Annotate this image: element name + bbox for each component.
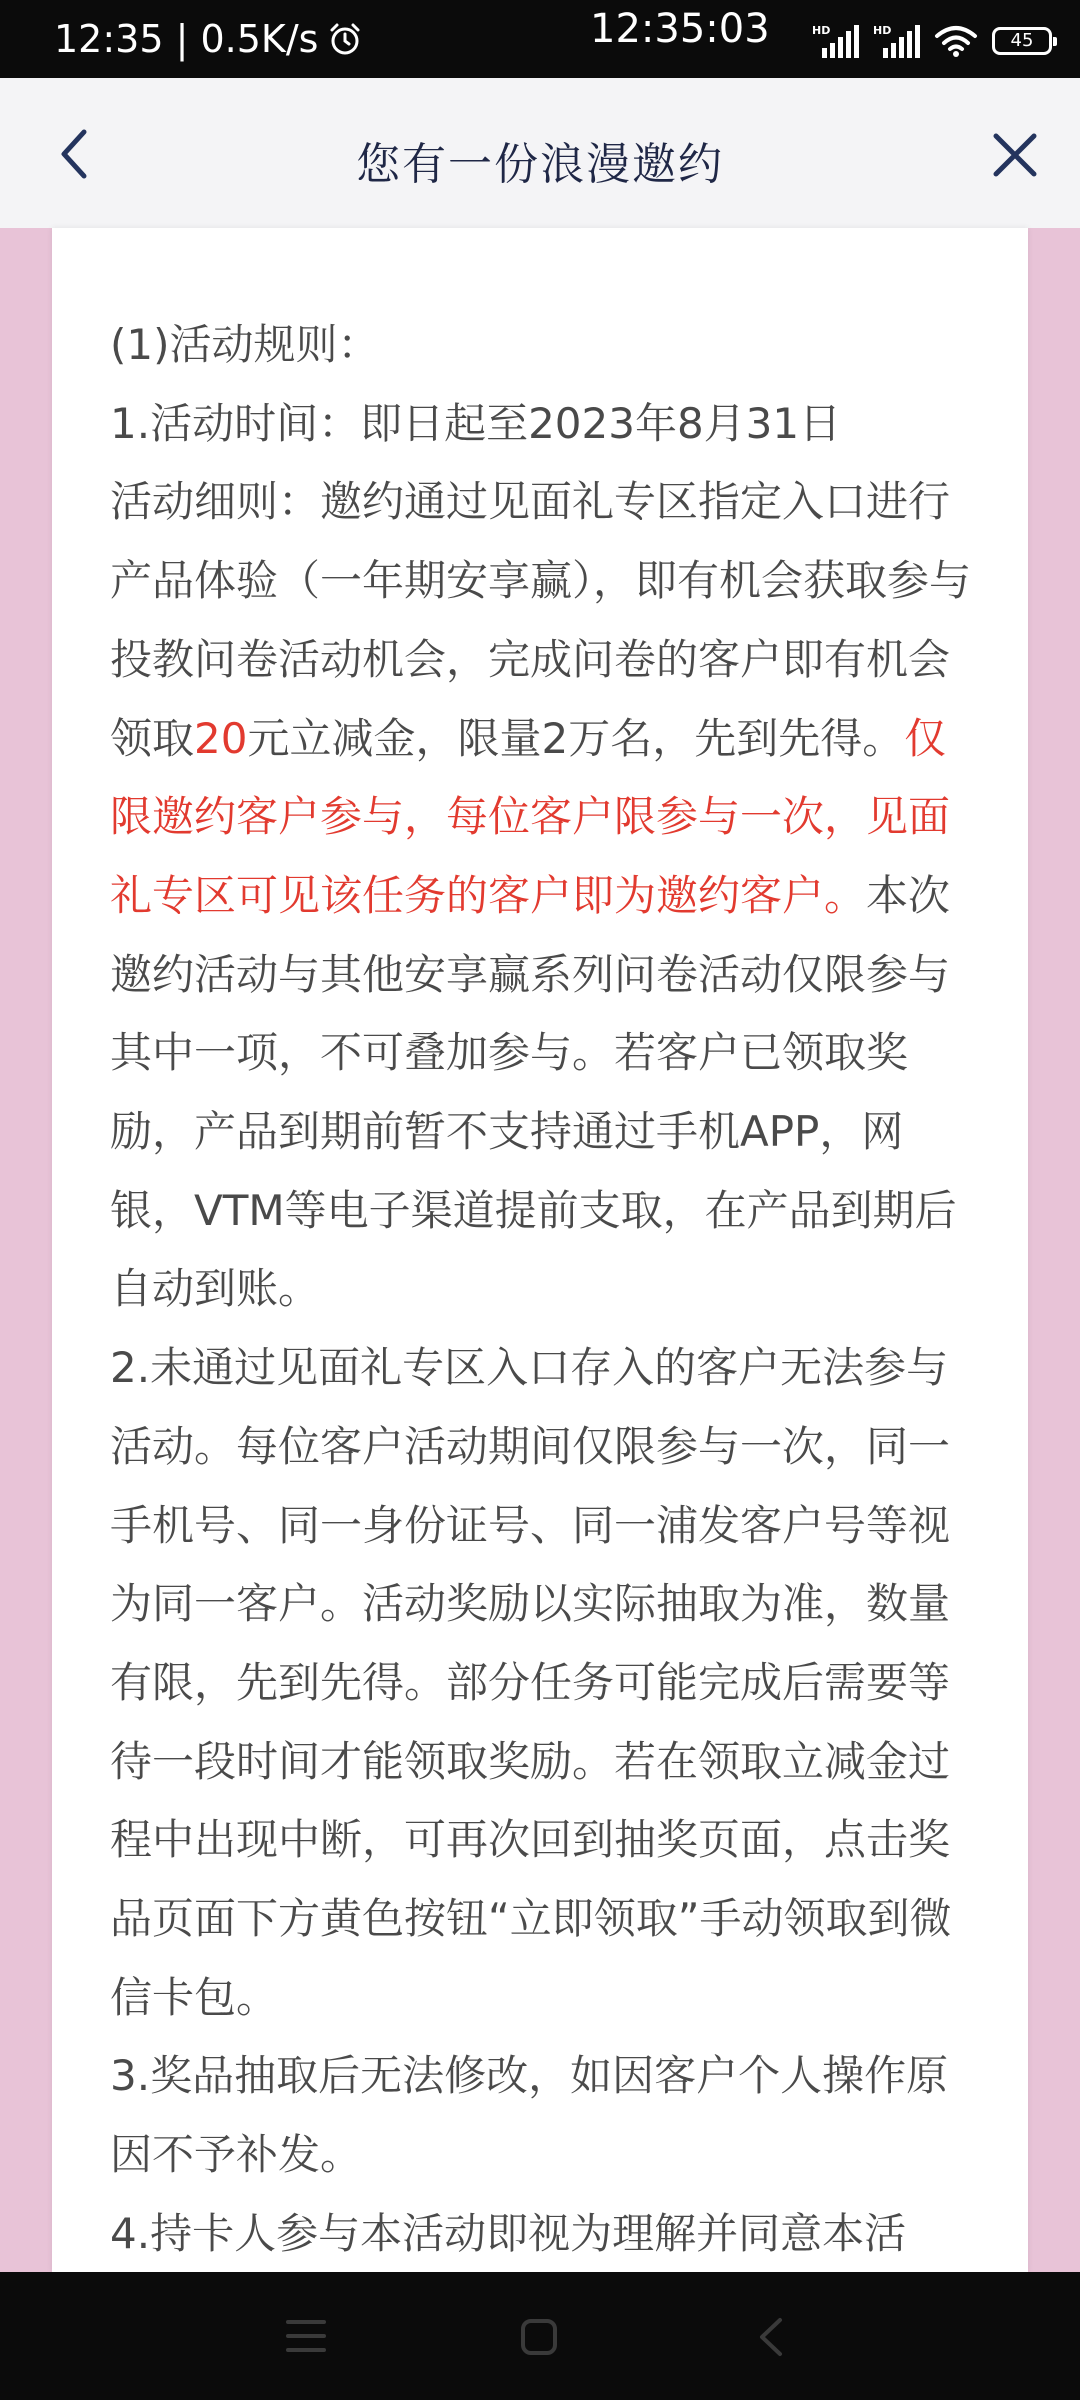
home-icon[interactable] xyxy=(520,2318,558,2356)
status-bar xyxy=(0,0,1080,78)
amount-highlight: 20 xyxy=(194,713,248,763)
status-indicators xyxy=(812,24,1052,58)
signal-label: HD xyxy=(873,24,892,37)
close-icon[interactable] xyxy=(980,120,1050,190)
rule-text: 活动细则：邀约通过见面礼专区指定入口进行产品体验（一年期安享赢），即有机会获取参与投教问卷活动机会，完成问卷的客户即有机会领取 xyxy=(110,477,972,763)
rule-text: 元立减金，限量2万名，先到先得。 xyxy=(247,713,905,763)
status-left xyxy=(54,16,362,62)
wifi-icon xyxy=(934,24,978,58)
rule-item-3: 3.奖品抽取后无法修改，如因客户个人操作原因不予补发。 xyxy=(110,2051,949,2180)
battery-icon: 45 xyxy=(992,27,1052,55)
rule-item-2: 2.未通过见面礼专区入口存入的客户无法参与活动。每位客户活动期间仅限参与一次，同一手机号、同一身份证号、同一浦发客户号等视为同一客户。活动奖励以实际抽取为准，数量有限，先到先得。部分任务可能完成后需要等待一段时间才能领取奖励。若在领取立减金过程中出现中断，可再次回到抽奖页面，点击奖品页面下方黄色按钮“立即领取”手动领取到微信卡包。 xyxy=(110,1343,952,2022)
page-title: 您有一份浪漫邀约 xyxy=(356,139,724,190)
back-icon[interactable] xyxy=(756,2316,786,2358)
rules-card xyxy=(52,228,1028,2272)
rule-text: 本次邀约活动与其他安享赢系列问卷活动仅限参与其中一项，不可叠加参与。若客户已领取奖励，产品到期前暂不支持通过手机APP，网银，VTM等电子渠道提前支取，在产品到期后自动到账。 xyxy=(110,870,957,1314)
alarm-icon xyxy=(328,22,362,56)
rules-heading: (1)活动规则： xyxy=(110,320,380,369)
rule-item-4: 4.持卡人参与本活动即视为理解并同意本活 xyxy=(110,2208,907,2258)
menu-icon[interactable] xyxy=(286,2316,326,2356)
time-and-speed: 12:35 | 0.5K/s xyxy=(54,17,319,61)
signal-icon xyxy=(873,24,920,58)
top-bar xyxy=(0,78,1080,228)
rules-content xyxy=(52,228,1028,2272)
signal-label: HD xyxy=(812,24,831,37)
restriction-highlight: 仅限邀约客户参与，每位客户限参与一次，见面礼专区可见该任务的客户即为邀约客户。 xyxy=(110,713,951,920)
rule-item-1-time: 1.活动时间：即日起至2023年8月31日 xyxy=(110,398,842,448)
system-nav-bar xyxy=(0,2272,1080,2400)
signal-icon xyxy=(812,24,859,58)
status-clock: 12:35:03 xyxy=(590,6,770,52)
rule-item-1-detail xyxy=(110,463,972,1329)
